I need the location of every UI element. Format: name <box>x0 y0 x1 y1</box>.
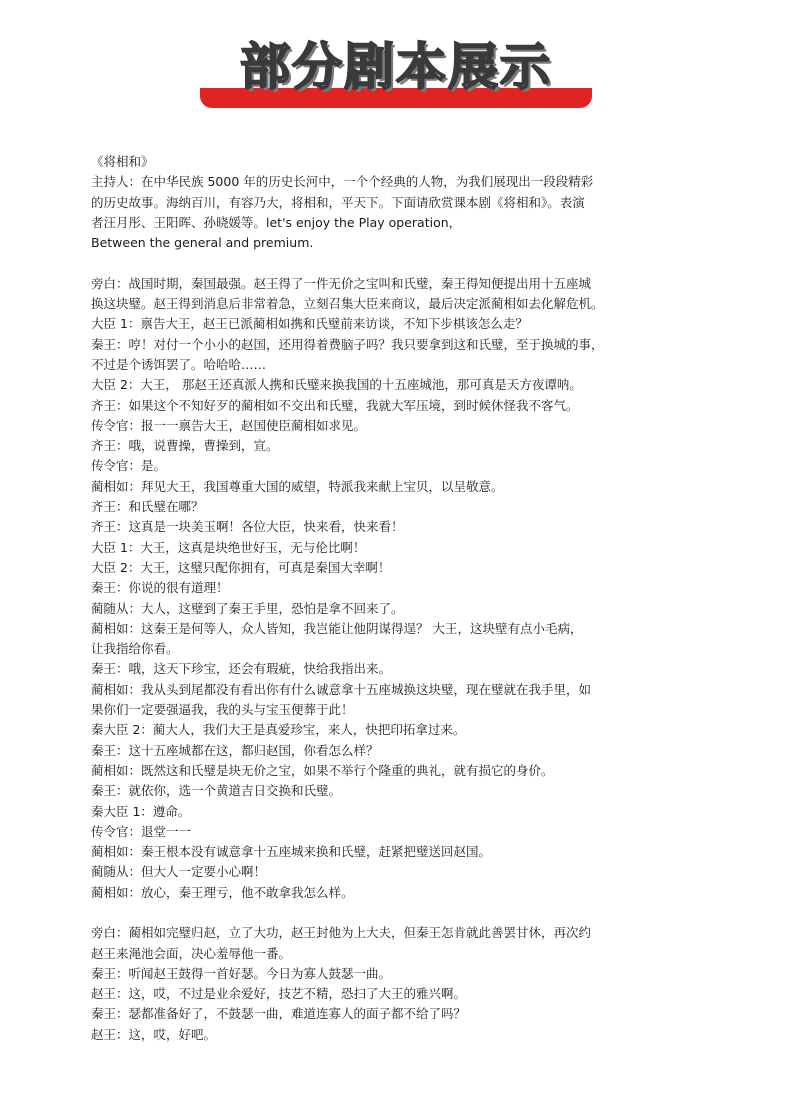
script-line: 传令官：报一一禀告大王，赵国使臣蔺相如求见。 <box>91 417 367 433</box>
script-line: 大臣 2：大王， 那赵王还真派人携和氏璧来换我国的十五座城池，那可真是天方夜谭呐。 <box>91 377 582 393</box>
script-line: 赵王来渑池会面，决心羞辱他一番。 <box>91 945 292 961</box>
script-line: 旁白：蔺相如完璧归赵，立了大功，赵王封他为上大夫，但秦王怎肯就此善罢甘休，再次约 <box>91 925 592 941</box>
script-line: 秦大臣 2：蔺大人，我们大王是真爱珍宝，来人，快把印拓拿过来。 <box>91 722 466 738</box>
script-line: 大臣 1：大王，这真是块绝世好玉，无与伦比啊！ <box>91 539 366 555</box>
script-line: 的历史故事。海纳百川，有容乃大，将相和，平天下。下面请欣赏课本剧《将相和》。表演 <box>91 194 585 210</box>
script-line: 蔺相如：这秦王是何等人，众人皆知，我岂能让他阴谋得逞？ 大王，这块壁有点小毛病， <box>91 620 583 636</box>
banner-title: 部分剧本展示 <box>240 38 552 96</box>
script-line: 者汪月彤、王阳晖、孙晓媛等。let's enjoy the Play operation， <box>91 214 462 230</box>
script-line: 齐王：和氏璧在哪？ <box>91 499 204 515</box>
script-line: 赵王：这，哎，不过是业余爱好，技艺不精，恐扫了大王的雅兴啊。 <box>91 986 467 1002</box>
script-line: 秦王：就依你，选一个黄道吉日交换和氏璧。 <box>91 783 342 799</box>
blank-line <box>91 253 671 273</box>
script-line: 蔺相如：放心，秦王理亏，他不敢拿我怎么样。 <box>91 884 354 900</box>
script-line: 大臣 1：禀告大王，赵王已派蔺相如携和氏璧前来访谈，不知下步棋该怎么走？ <box>91 316 528 332</box>
script-line: 赵王：这，哎，好吧。 <box>91 1026 217 1042</box>
script-line: 秦王：哦，这天下珍宝，还会有瑕疵，快给我指出来。 <box>91 661 392 677</box>
script-line: 齐王：这真是一块美玉啊！各位大臣，快来看，快来看！ <box>91 519 404 535</box>
script-line: 传令官：退堂一一 <box>91 823 192 839</box>
script-line: 旁白：战国时期，秦国最强。赵王得了一件无价之宝叫和氏璧，秦王得知便提出用十五座城 <box>91 275 592 291</box>
script-line: 蔺随从：大人，这璧到了秦王手里，恐怕是拿不回来了。 <box>91 600 404 616</box>
script-line: 蔺相如：我从头到尾都没有看出你有什么诚意拿十五座城换这块璧，现在璧就在我手里，如 <box>91 681 592 697</box>
script-line: 让我指给你看。 <box>91 641 179 657</box>
script-line: 蔺随从：但大人一定要小心啊！ <box>91 864 267 880</box>
script-line: 秦王：听闻赵王鼓得一首好瑟。今日为寡人鼓瑟一曲。 <box>91 965 392 981</box>
script-line: 果你们一定要强逼我，我的头与宝玉便葬于此！ <box>91 702 354 718</box>
script-line: 齐王：哦，说曹操，曹操到，宣。 <box>91 438 279 454</box>
script-line: 秦王：哼！对付一个小小的赵国，还用得着费脑子吗？我只要拿到这和氏璧，至于换城的事， <box>91 336 604 352</box>
script-line: Between the general and premium. <box>91 235 314 251</box>
script-line: 秦王：这十五座城都在这，都归赵国，你看怎么样？ <box>91 742 379 758</box>
script-line: 《将相和》 <box>91 154 154 169</box>
script-line: 蔺相如：拜见大王，我国尊重大国的威望，特派我来献上宝贝，以呈敬意。 <box>91 478 504 494</box>
script-line: 秦王：你说的很有道理！ <box>91 580 229 596</box>
script-line: 换这块璧。赵王得到消息后非常着急，立刻召集大臣来商议，最后决定派蔺相如去化解危机。 <box>91 296 604 312</box>
script-line: 蔺相如：秦王根本没有诚意拿十五座城来换和氏璧，赶紧把璧送回赵国。 <box>91 844 492 860</box>
script-line: 主持人：在中华民族 5000 年的历史长河中，一个个经典的人物，为我们展现出一段段精彩 <box>91 174 594 190</box>
script-line: 不过是个诱饵罢了。哈哈哈…… <box>91 356 267 372</box>
script-document <box>91 152 671 1045</box>
script-line: 传令官：是。 <box>91 458 167 474</box>
script-line: 秦王：瑟都准备好了，不鼓瑟一曲，难道连寡人的面子都不给了吗？ <box>91 1006 467 1022</box>
script-line: 大臣 2：大王，这璧只配你拥有，可真是秦国大幸啊！ <box>91 559 391 575</box>
script-line: 齐王：如果这个不知好歹的蔺相如不交出和氏璧，我就大军压境，到时候休怪我不客气。 <box>91 397 579 413</box>
script-line: 蔺相如：既然这和氏璧是块无价之宝，如果不举行个隆重的典礼，就有损它的身价。 <box>91 762 554 778</box>
script-line: 秦大臣 1：遵命。 <box>91 803 191 819</box>
blank-line <box>91 903 671 923</box>
title-banner <box>200 36 592 110</box>
